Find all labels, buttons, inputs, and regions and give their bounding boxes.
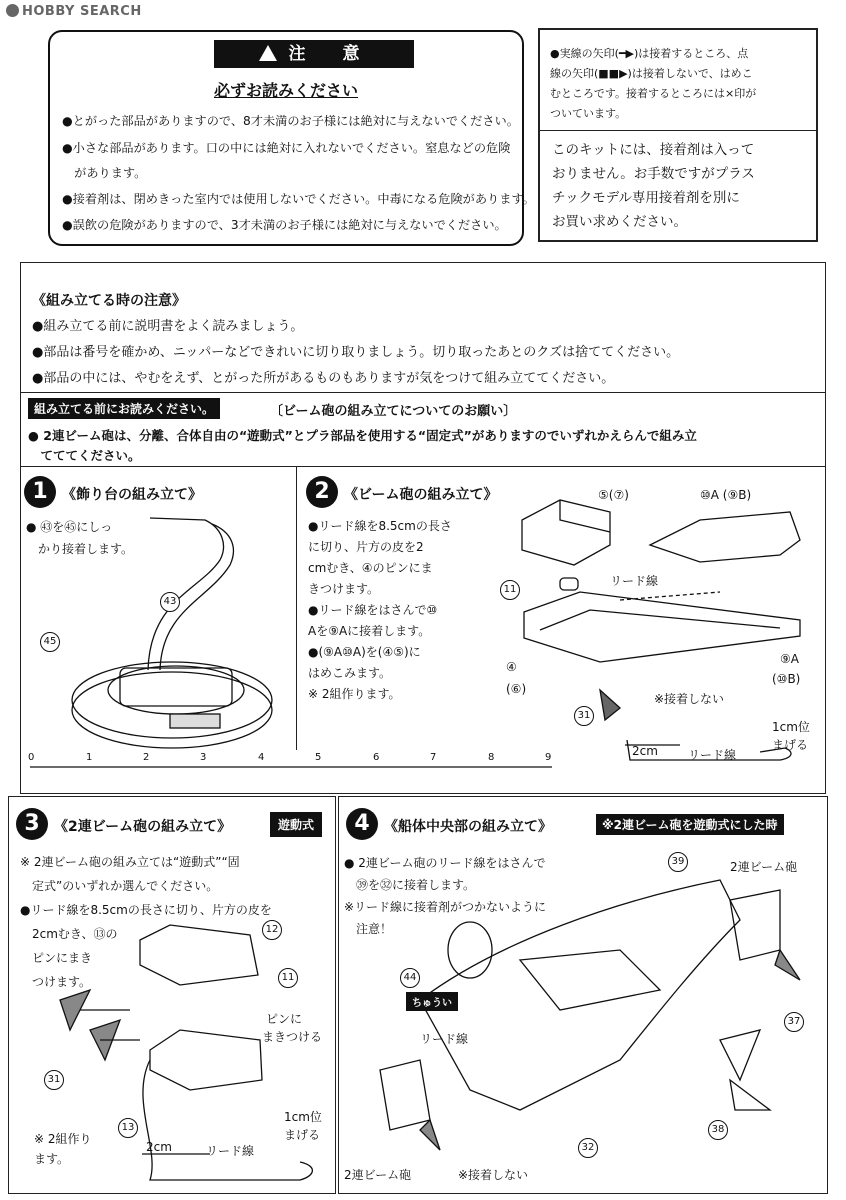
part-number: 12 bbox=[262, 920, 282, 940]
step-number: 4 bbox=[346, 808, 378, 840]
caution-subtitle: 必ずお読みください bbox=[213, 81, 358, 100]
no-glue-note: ※接着しない bbox=[654, 692, 725, 706]
movable-type-badge: ※2連ビーム砲を遊動式にした時 bbox=[596, 814, 784, 835]
caution-line: ●小さな部品があります。口の中には絶対に入れないでください。窒息などの危険 bbox=[62, 141, 511, 155]
caution-line: ●接着剤は、閉めきった室内では使用しないでください。中毒になる危険があります。 bbox=[62, 192, 535, 206]
caution-line: ●とがった部品がありますので、8才未満のお子様には絶対に与えないでください。 bbox=[62, 114, 519, 128]
part-number: 38 bbox=[708, 1120, 728, 1140]
bend-note: まげる bbox=[772, 738, 809, 752]
part-label: ⑨A bbox=[780, 652, 799, 666]
step-title: 《飾り台の組み立て》 bbox=[62, 487, 202, 503]
step-number: 1 bbox=[24, 476, 56, 508]
part-number: 37 bbox=[784, 1012, 804, 1032]
step-title: 《船体中央部の組み立て》 bbox=[384, 819, 552, 835]
lead-wire-label: リード線 bbox=[688, 748, 737, 762]
step-title: 《2連ビーム砲の組み立て》 bbox=[54, 819, 232, 835]
part-number: 32 bbox=[578, 1138, 598, 1158]
part-label: (⑥) bbox=[506, 682, 527, 696]
pre-read-title: 〔ビーム砲の組み立てについてのお願い〕 bbox=[270, 404, 517, 419]
pre-read-text: ● 2連ビーム砲は、分離、合体自由の“遊動式”とプラ部品を使用する“固定式”がありますのでいずれかえらんで組み立 bbox=[28, 428, 697, 443]
part-number: 44 bbox=[400, 968, 420, 988]
bend-note: 1cm位 bbox=[284, 1110, 322, 1124]
wrap-note: まきつける bbox=[262, 1030, 323, 1044]
twin-cannon-label: 2連ビーム砲 bbox=[344, 1168, 412, 1182]
part-number: 11 bbox=[278, 968, 298, 988]
part-label: ⑤(⑦) bbox=[598, 488, 629, 502]
step-number: 2 bbox=[306, 476, 338, 508]
lead-wire-label: リード線 bbox=[610, 574, 659, 588]
caution-tag: ちゅうい bbox=[406, 992, 458, 1011]
step-instructions: ※ 2連ビーム砲の組み立ては“遊動式”“固 定式”のいずれか選んでください。 ●リード線を8.5cmの長さに切り、片方の皮を 2cmむき、⑬の ピンにまき つけます。 bbox=[20, 855, 272, 989]
bend-note: まげる bbox=[284, 1128, 321, 1142]
part-label: ⑩A (⑨B) bbox=[700, 488, 752, 502]
pre-read-text: てててください。 bbox=[28, 448, 141, 463]
part-number: 45 bbox=[40, 632, 60, 652]
part-number: 39 bbox=[668, 852, 688, 872]
step-title: 《ビーム砲の組み立て》 bbox=[344, 487, 498, 503]
part-number: 31 bbox=[574, 706, 594, 726]
step-instructions: ● 2連ビーム砲のリード線をはさんで ㊴を㉜に接着します。 ※リード線に接着剤がつかないように 注意！ bbox=[344, 856, 547, 936]
part-label: (⑩B) bbox=[772, 672, 801, 686]
length-label: 2cm bbox=[146, 1140, 172, 1154]
step-instructions: ●リード線を8.5cmの長さ に切り、片方の皮を2 cmむき、④のピンにま きつけます。 ●リード線をはさんで⑩ Aを⑨Aに接着します。 ●(⑨A⑩A)を(④⑤)に はめこみます。 ※ 2組作ります。 bbox=[308, 519, 452, 701]
part-number: 11 bbox=[500, 580, 520, 600]
note: ※ 2組作り bbox=[34, 1132, 92, 1146]
part-number: 31 bbox=[44, 1070, 64, 1090]
twin-cannon-label: 2連ビーム砲 bbox=[730, 860, 798, 874]
length-label: 2cm bbox=[632, 744, 658, 758]
pre-read-label: 組み立てる前にお読みください。 bbox=[28, 398, 220, 419]
bend-note: 1cm位 bbox=[772, 720, 810, 734]
wrap-note: ピンに bbox=[266, 1012, 303, 1026]
lead-wire-label: リード線 bbox=[420, 1032, 469, 1046]
watermark: HOBBY SEARCH bbox=[6, 4, 142, 19]
arrow-note: ●実線の矢印(━▶)は接着するところ、点 線の矢印(■■▶)は接着しないで、はめこ むところです。接着するところには×印が ついています。 bbox=[550, 47, 757, 120]
movable-type-badge: 遊動式 bbox=[270, 812, 322, 837]
step-instructions: ● ㊸を㊺にしっ かり接着します。 bbox=[26, 520, 134, 556]
note: ます。 bbox=[34, 1152, 70, 1166]
caution-line: があります。 bbox=[62, 166, 147, 180]
part-number: 13 bbox=[118, 1118, 138, 1138]
glue-note: このキットには、接着剤は入って おりません。お手数ですがプラス チックモデル専用接着剤を別に お買い求めください。 bbox=[552, 142, 755, 230]
part-label: ④ bbox=[506, 660, 517, 674]
caution-line: ●誤飲の危険がありますので、3才未満のお子様には絶対に与えないでください。 bbox=[62, 218, 507, 232]
assembly-notes: 《組み立てる時の注意》 ●組み立てる前に説明書をよく読みましょう。 ●部品は番号を確かめ、ニッパーなどできれいに切り取りましょう。切り取ったあとのクズは捨ててください。 ●部品の中には、やむをえず、とがった所があるものもありますが気をつけて組み立ててください。 bbox=[32, 293, 680, 386]
no-glue-note: ※接着しない bbox=[458, 1168, 529, 1182]
step-number: 3 bbox=[16, 808, 48, 840]
caution-header: 注 意 bbox=[214, 40, 414, 68]
part-number: 43 bbox=[160, 592, 180, 612]
lead-wire-label: リード線 bbox=[206, 1144, 255, 1158]
